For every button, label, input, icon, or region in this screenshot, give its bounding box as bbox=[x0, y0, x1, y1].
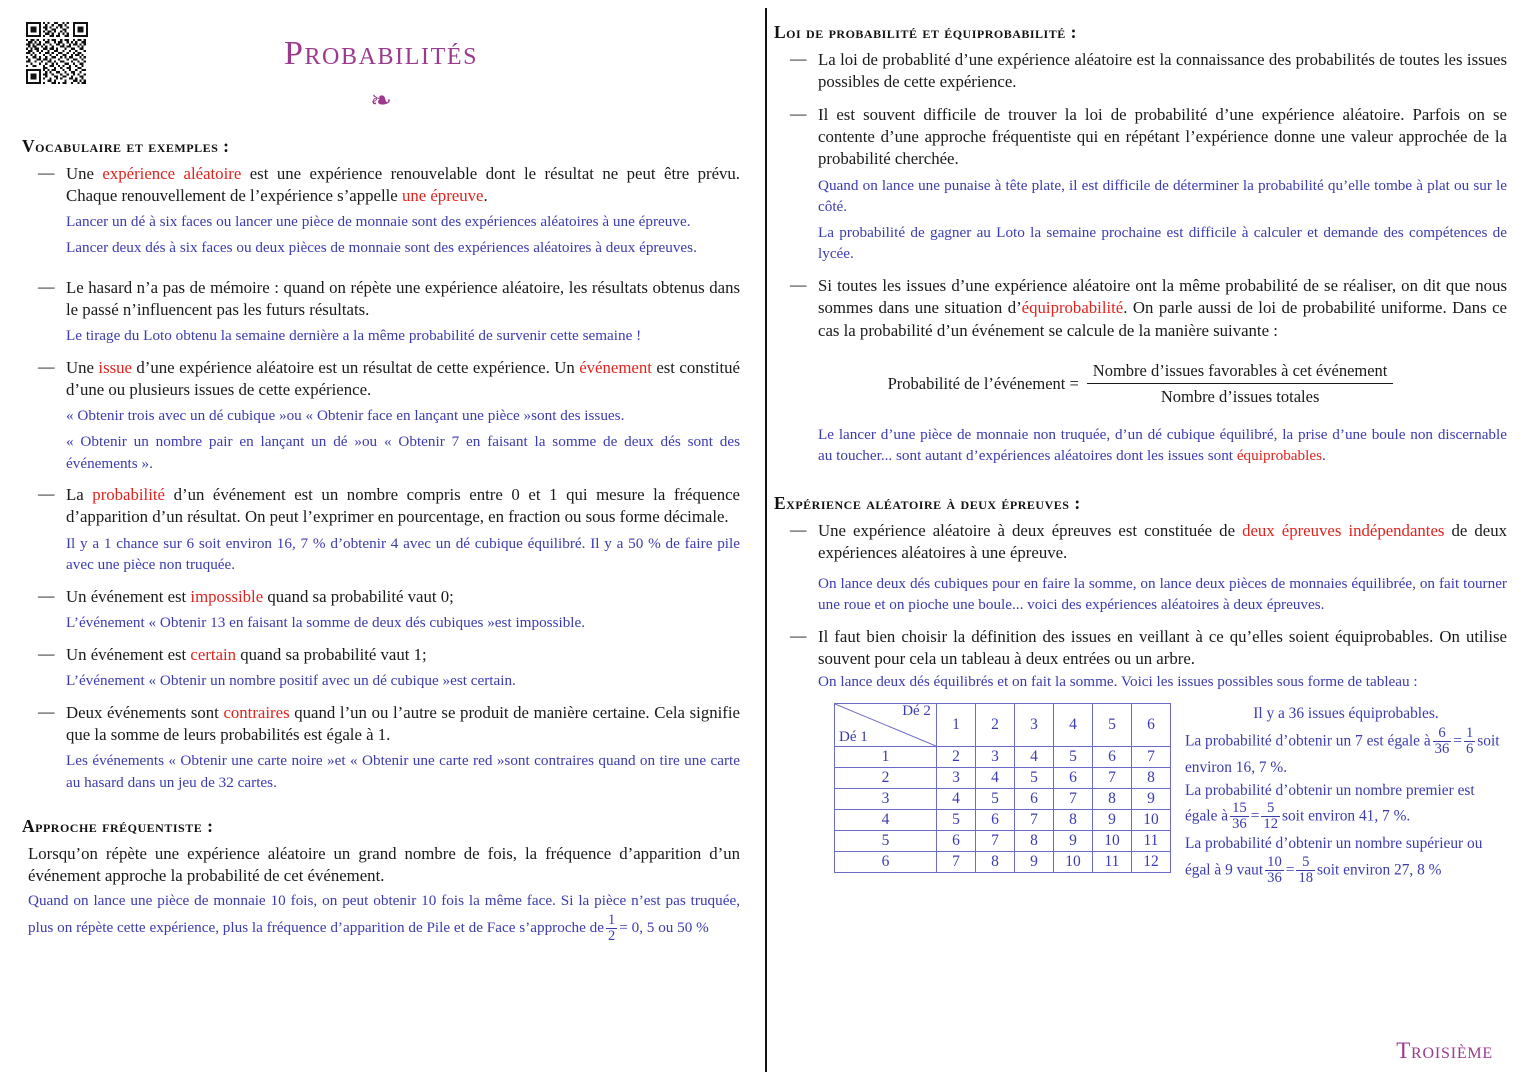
fraction-numerator: 1 bbox=[608, 912, 616, 929]
text-fragment: La probabilité d’obtenir un 7 est égale à bbox=[1184, 732, 1431, 750]
list-item bbox=[774, 104, 1507, 265]
keyword-certain: certain bbox=[190, 644, 237, 664]
equiprobabilite-example-text bbox=[774, 424, 1507, 467]
column-header: 5 bbox=[1092, 704, 1131, 747]
corner-label-de2: Dé 2 bbox=[902, 703, 931, 720]
text-fragment: quand l’un ou l’autre se produit de manière certaine. Cela signifie que la somme de leurs probabilités est égale à 1. bbox=[66, 702, 740, 745]
table-row bbox=[835, 789, 1171, 810]
dice-table-section bbox=[834, 703, 1507, 887]
qr-code-icon[interactable] bbox=[26, 22, 88, 84]
table-cell: 3 bbox=[936, 768, 975, 789]
fraction-denominator: 36 bbox=[1232, 816, 1247, 833]
text-fragment: soit environ 16, 7 %. bbox=[1184, 732, 1500, 776]
table-cell: 6 bbox=[936, 831, 975, 852]
table-cell: 8 bbox=[975, 852, 1014, 873]
page-title: Probabilités bbox=[283, 35, 479, 72]
formula-left-side: Probabilité de l’événement = bbox=[887, 373, 1079, 393]
fraction-numerator: 6 bbox=[1438, 724, 1446, 741]
deux-epreuves-list bbox=[774, 520, 1507, 693]
table-cell: 11 bbox=[1131, 831, 1170, 852]
example-text: Lancer deux dés à six faces ou deux pièces de monnaie sont des expériences aléatoires à deux épreuves. bbox=[66, 238, 697, 256]
fraction-denominator: 36 bbox=[1267, 870, 1282, 887]
keyword-equiprobabilite: équiprobabilité bbox=[1021, 298, 1124, 318]
table-cell: 7 bbox=[1053, 789, 1092, 810]
row-header: 2 bbox=[835, 768, 937, 789]
table-cell: 5 bbox=[975, 789, 1014, 810]
note-probability-7 bbox=[1185, 726, 1507, 779]
formula-denominator: Nombre d’issues totales bbox=[1087, 383, 1394, 407]
dice-sum-table bbox=[834, 703, 1171, 873]
table-row bbox=[835, 747, 1171, 768]
equals-sign: = bbox=[1285, 861, 1295, 879]
table-cell: 11 bbox=[1092, 852, 1131, 873]
table-cell: 5 bbox=[936, 810, 975, 831]
fraction-1-6 bbox=[1464, 726, 1475, 757]
bullet-text bbox=[66, 702, 740, 747]
example-text: On lance deux dés cubiques pour en faire la somme, on lance deux pièces de monnaies équilibrée, on fait tourner une roue et on pioche une boule... voici des expériences aléatoires à deux épreuves. bbox=[818, 574, 1507, 614]
table-cell: 5 bbox=[1014, 768, 1053, 789]
table-cell: 6 bbox=[1092, 747, 1131, 768]
text-fragment: soit environ 41, 7 %. bbox=[1282, 807, 1411, 825]
list-item bbox=[22, 163, 740, 259]
text-fragment: Une expérience aléatoire à deux épreuves est constituée de bbox=[818, 520, 1243, 540]
table-cell: 8 bbox=[1053, 810, 1092, 831]
example-text: Il y a 1 chance sur 6 soit environ 16, 7 % d’obtenir 4 avec un dé cubique équilibré. Il y a 50 % de faire pile avec une pièce non truquée. bbox=[66, 534, 740, 574]
right-column bbox=[768, 0, 1527, 895]
section-heading-approche-frequentiste: Approche fréquentiste : bbox=[22, 815, 214, 836]
example-text: Lancer un dé à six faces ou lancer une pièce de monnaie sont des expériences aléatoires à une épreuve. bbox=[66, 213, 691, 231]
bullet-text bbox=[66, 357, 740, 402]
text-fragment: Un événement est bbox=[66, 586, 191, 606]
table-cell: 6 bbox=[1014, 789, 1053, 810]
list-item bbox=[22, 277, 740, 347]
text-fragment: . On parle aussi de loi de probabilité uniforme. Dans ce cas la probabilité d’un événement se calcule de la manière suivante : bbox=[818, 298, 1507, 340]
keyword-experience-aleatoire: expérience aléatoire bbox=[102, 163, 242, 183]
fraction-numerator: 1 bbox=[1465, 724, 1474, 741]
formula-fraction bbox=[1087, 360, 1394, 408]
corner-label-de1: Dé 1 bbox=[839, 729, 868, 746]
table-cell: 7 bbox=[1092, 768, 1131, 789]
example-text: Le tirage du Loto obtenu la semaine dernière a la même probabilité de survenir cette semaine ! bbox=[66, 327, 642, 345]
bullet-text bbox=[818, 520, 1507, 565]
note-probability-ge9 bbox=[1185, 833, 1507, 886]
vocabulaire-list bbox=[22, 163, 740, 794]
keyword-probabilite: probabilité bbox=[92, 485, 165, 505]
fraction-one-half bbox=[606, 913, 617, 943]
row-header: 4 bbox=[835, 810, 937, 831]
column-header: 1 bbox=[936, 704, 975, 747]
table-cell: 3 bbox=[975, 747, 1014, 768]
row-header: 1 bbox=[835, 747, 937, 768]
bullet-text bbox=[66, 484, 740, 529]
table-cell: 9 bbox=[1014, 852, 1053, 873]
example-text: L’événement « Obtenir 13 en faisant la somme de deux dés cubiques »est impossible. bbox=[66, 614, 586, 632]
table-cell: 8 bbox=[1092, 789, 1131, 810]
bullet-text: — La loi de probablité d’une expérience aléatoire est la connaissance des probabilités de toutes les issues possibles de cette expérience. bbox=[818, 50, 1507, 92]
bullet-text: — Le hasard n’a pas de mémoire : quand on répète une expérience aléatoire, les résultats obtenus dans le passé n’influencent pas les futurs résultats. bbox=[66, 277, 740, 319]
list-item bbox=[22, 644, 740, 692]
table-cell: 8 bbox=[1131, 768, 1170, 789]
list-item bbox=[22, 586, 740, 634]
keyword-evenement: événement bbox=[579, 357, 652, 377]
table-cell: 9 bbox=[1131, 789, 1170, 810]
example-text: Quand on lance une punaise à tête plate, il est difficile de déterminer la probabilité qu’elle tombe à plat ou sur le côté. bbox=[818, 176, 1507, 216]
list-item bbox=[774, 275, 1507, 342]
text-fragment: Deux événements sont bbox=[66, 702, 224, 722]
text-fragment: Si toutes les issues d’une expérience aléatoire ont la même probabilité de se réaliser, on dit que nous sommes dans une situation d’ bbox=[818, 275, 1507, 318]
list-item bbox=[774, 49, 1507, 94]
table-row bbox=[835, 768, 1171, 789]
keyword-deux-epreuves-independantes: deux épreuves indépendantes bbox=[1242, 520, 1445, 540]
table-cell: 4 bbox=[936, 789, 975, 810]
text-fragment: Quand on lance une pièce de monnaie 10 fois, on peut obtenir 10 fois la même face. Si la pièce n’est pas truquée, plus on répète cette expérience, plus la fréquence d’apparition de Pile et de Face s’approche de bbox=[28, 892, 740, 937]
table-cell: 10 bbox=[1092, 831, 1131, 852]
text-fragment: Une bbox=[66, 357, 99, 377]
text-fragment: . bbox=[483, 186, 488, 206]
column-header: 6 bbox=[1131, 704, 1170, 747]
bullet-text bbox=[818, 275, 1507, 342]
list-item bbox=[22, 357, 740, 474]
keyword-une-epreuve: une épreuve bbox=[401, 186, 484, 206]
table-cell: 6 bbox=[1053, 768, 1092, 789]
text-fragment: est une expérience renouvelable dont le résultat ne peut être prévu. Chaque renouvellement de l’expérience s’appelle bbox=[66, 163, 740, 206]
column-header: 2 bbox=[975, 704, 1014, 747]
fraction-10-36 bbox=[1265, 855, 1284, 886]
note-probability-prime bbox=[1185, 780, 1507, 833]
section-heading-experience-deux-epreuves: Expérience aléatoire à deux épreuves : bbox=[774, 492, 1081, 513]
text-fragment: de deux expériences aléatoires à une épreuve. bbox=[818, 520, 1508, 563]
fraction-numerator: 5 bbox=[1302, 854, 1310, 871]
keyword-contraires: contraires bbox=[223, 702, 290, 722]
note-issues-count: Il y a 36 issues équiprobables. bbox=[1253, 705, 1439, 723]
text-fragment: La probabilité d’obtenir un nombre premier est égale à bbox=[1184, 781, 1475, 825]
text-fragment: soit environ 27, 8 % bbox=[1317, 861, 1442, 879]
fraction-15-36 bbox=[1230, 801, 1249, 832]
fraction-denominator: 12 bbox=[1263, 816, 1278, 833]
bullet-text: — Il est souvent difficile de trouver la loi de probabilité d’une expérience aléatoire. Parfois on se contente d’une approche fréquentiste qui en répétant l’expérience donne une valeur approchée de la probabilité cherchée. bbox=[818, 104, 1507, 169]
text-fragment: Le lancer d’une pièce de monnaie non truquée, d’un dé cubique équilibré, la prise d’une boule non discernable au toucher... sont autant d’expériences aléatoires dont les issues sont bbox=[818, 425, 1507, 465]
text-fragment: La probabilité d’obtenir un nombre supérieur ou égal à 9 vaut bbox=[1184, 835, 1483, 879]
example-text: La probabilité de gagner au Loto la semaine prochaine est difficile à calculer et demande des compétences de lycée. bbox=[818, 223, 1507, 263]
text-fragment: . bbox=[1322, 447, 1326, 465]
table-cell: 6 bbox=[975, 810, 1014, 831]
keyword-issue: issue bbox=[98, 357, 132, 377]
text-fragment: Un événement est bbox=[66, 644, 191, 664]
loi-probabilite-list bbox=[774, 49, 1507, 342]
ornament-icon: ❧ bbox=[370, 85, 392, 115]
fraction-denominator: 18 bbox=[1298, 870, 1314, 887]
fraction-denominator: 36 bbox=[1434, 740, 1450, 757]
fraction-denominator: 2 bbox=[608, 927, 616, 944]
equals-sign: = bbox=[1250, 807, 1260, 825]
text-fragment: quand sa probabilité vaut 0; bbox=[263, 586, 454, 606]
table-cell: 7 bbox=[936, 852, 975, 873]
text-fragment: La bbox=[66, 485, 93, 505]
row-header: 3 bbox=[835, 789, 937, 810]
list-item bbox=[774, 626, 1507, 693]
column-header: 3 bbox=[1014, 704, 1053, 747]
equals-sign: = bbox=[1453, 732, 1462, 750]
formula-numerator: Nombre d’issues favorables à cet événement bbox=[1092, 360, 1388, 380]
fraction-numerator: 10 bbox=[1267, 854, 1282, 871]
footer-level-label: Troisième bbox=[1396, 1038, 1493, 1063]
row-header: 5 bbox=[835, 831, 937, 852]
list-item bbox=[22, 484, 740, 576]
probability-formula bbox=[774, 360, 1507, 408]
table-header-row bbox=[835, 704, 1171, 747]
example-text: L’événement « Obtenir un nombre positif avec un dé cubique »est certain. bbox=[66, 672, 516, 690]
table-cell: 7 bbox=[975, 831, 1014, 852]
example-text: On lance deux dés équilibrés et on fait la somme. Voici les issues possibles sous forme de tableau : bbox=[818, 673, 1418, 691]
table-cell: 7 bbox=[1131, 747, 1170, 768]
fraction-denominator: 6 bbox=[1465, 740, 1474, 757]
table-row bbox=[835, 810, 1171, 831]
list-item bbox=[774, 520, 1507, 616]
table-cell: 4 bbox=[975, 768, 1014, 789]
fraction-6-36 bbox=[1433, 726, 1452, 757]
table-cell: 2 bbox=[936, 747, 975, 768]
text-fragment: d’une expérience aléatoire est un résultat de cette expérience. Un bbox=[131, 357, 580, 377]
text-fragment: Une bbox=[66, 163, 103, 183]
table-cell: 9 bbox=[1092, 810, 1131, 831]
example-text: « Obtenir un nombre pair en lançant un dé »ou « Obtenir 7 en faisant la somme de deux dés sont des événements ». bbox=[66, 432, 740, 472]
text-fragment: quand sa probabilité vaut 1; bbox=[236, 644, 427, 664]
table-cell: 10 bbox=[1131, 810, 1170, 831]
table-row bbox=[835, 831, 1171, 852]
table-cell: 8 bbox=[1014, 831, 1053, 852]
table-cell: 12 bbox=[1131, 852, 1170, 873]
text-fragment: = 0, 5 ou 50 % bbox=[619, 919, 709, 937]
row-header: 6 bbox=[835, 852, 937, 873]
bullet-text bbox=[66, 163, 740, 208]
fraction-5-18 bbox=[1296, 855, 1315, 886]
table-cell: 9 bbox=[1053, 831, 1092, 852]
example-text: Les événements « Obtenir une carte noire »et « Obtenir une carte red »sont contraires quand on tire une carte au hasard dans un jeu de 32 cartes. bbox=[66, 752, 740, 791]
table-corner-cell bbox=[835, 704, 937, 747]
table-row bbox=[835, 852, 1171, 873]
section-heading-loi-probabilite: Loi de probabilité et équiprobabilité : bbox=[774, 22, 1077, 42]
list-item bbox=[22, 702, 740, 794]
fraction-numerator: 15 bbox=[1232, 800, 1247, 817]
fraction-5-12 bbox=[1261, 801, 1280, 832]
example-text: « Obtenir trois avec un dé cubique »ou « Obtenir face en lançant une pièce »sont des issues. bbox=[66, 407, 625, 425]
column-header: 4 bbox=[1053, 704, 1092, 747]
text-fragment: d’un événement est un nombre compris entre 0 et 1 qui mesure la fréquence d’apparition d’un résultat. On peut l’exprimer en pourcentage, en fraction ou sous forme décimale. bbox=[66, 485, 740, 527]
approche-example-text bbox=[22, 890, 740, 943]
bullet-text bbox=[66, 586, 740, 608]
keyword-impossible: impossible bbox=[190, 586, 264, 606]
table-side-notes bbox=[1185, 703, 1507, 887]
approche-body-text: Lorsqu’on répète une expérience aléatoire un grand nombre de fois, la fréquence d’apparition d’un événement approche la probabilité de cet événement. bbox=[28, 843, 740, 885]
text-fragment: est constitué d’une ou plusieurs issues de cette expérience. bbox=[66, 357, 740, 400]
table-cell: 5 bbox=[1053, 747, 1092, 768]
bullet-text bbox=[66, 644, 740, 666]
section-heading-vocabulaire: Vocabulaire et exemples : bbox=[22, 135, 230, 156]
table-cell: 7 bbox=[1014, 810, 1053, 831]
fraction-numerator: 5 bbox=[1267, 800, 1275, 817]
table-cell: 4 bbox=[1014, 747, 1053, 768]
table-cell: 10 bbox=[1053, 852, 1092, 873]
bullet-text: — Il faut bien choisir la définition des issues en veillant à ce qu’elles soient équiprobables. On utilise souvent pour cela un tableau à deux entrées ou un arbre. bbox=[818, 626, 1507, 669]
keyword-equiprobables: équiprobables bbox=[1236, 447, 1323, 465]
left-column bbox=[0, 0, 766, 951]
